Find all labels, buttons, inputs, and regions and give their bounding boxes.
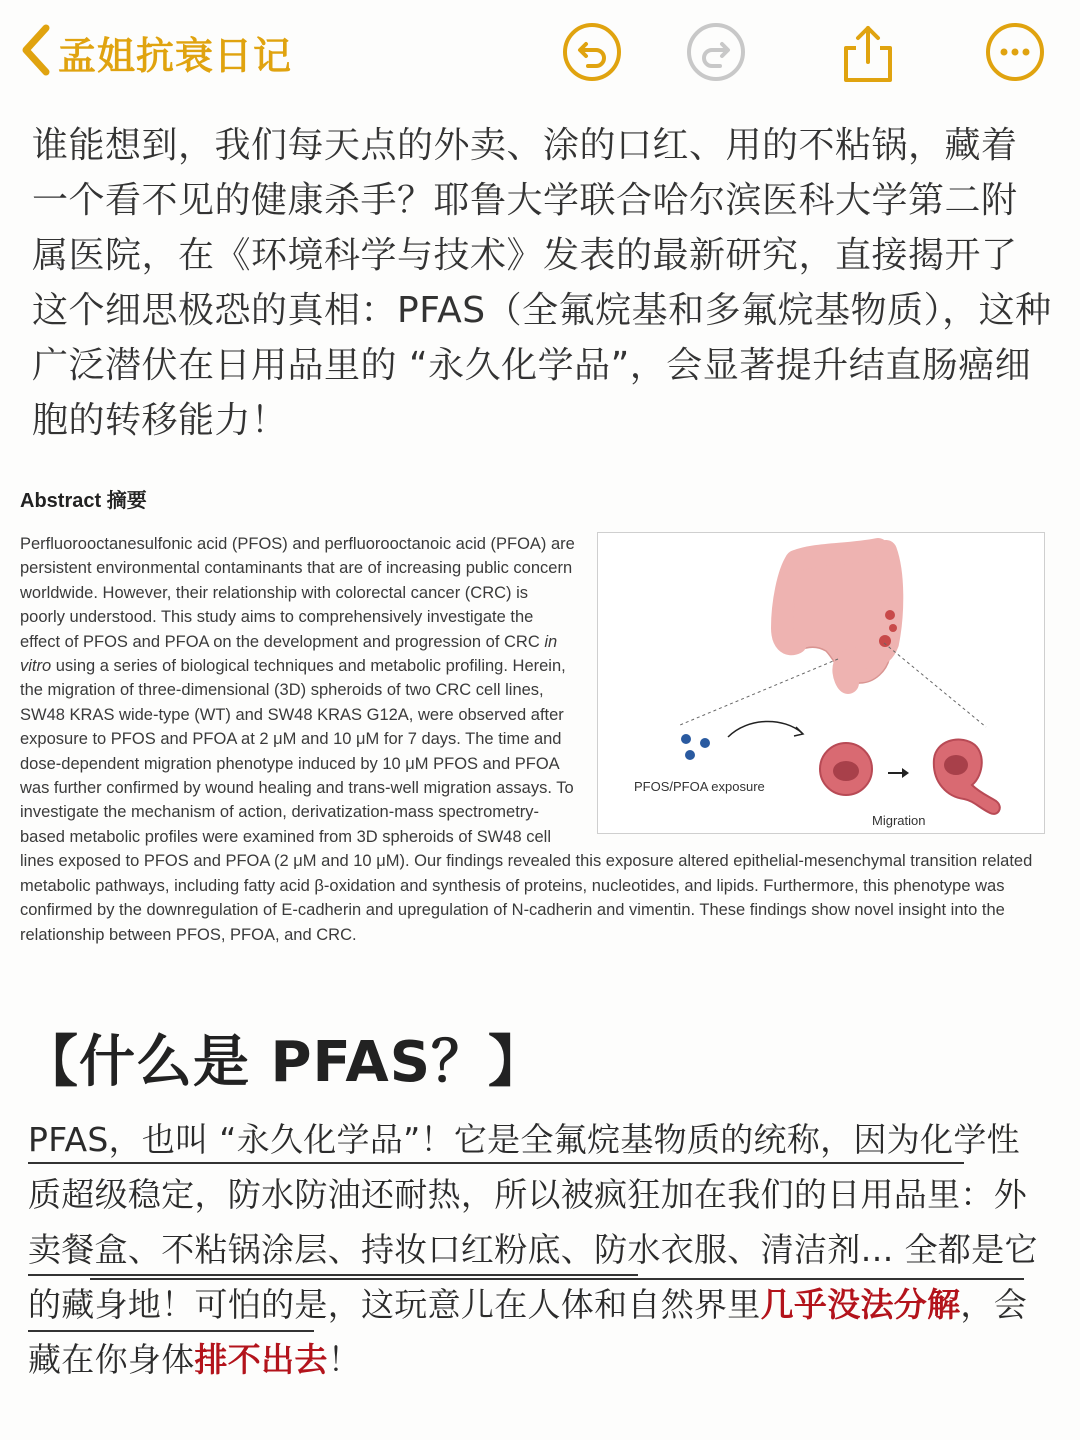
section-body: [28, 1112, 1038, 1387]
top-bar: [0, 0, 1080, 108]
underline-4: [28, 1330, 314, 1332]
undo-button[interactable]: [562, 22, 622, 82]
underline-1: [28, 1162, 964, 1164]
section-text-b: ，会藏在你身体: [28, 1285, 1028, 1379]
colon-illustration: [782, 545, 897, 683]
underline-3: [90, 1278, 1024, 1280]
back-chevron-icon: [18, 22, 52, 82]
intro-text: 谁能想到，我们每天点的外卖、涂的口红、用的不粘锅，藏着一个看不见的健康杀手？耶鲁大学联合哈尔滨医科大学第二附属医院，在《环境科学与技术》发表的最新研究，直接揭开了这个细思极恐的真相：PFAS（全氟烷基和多氟烷基物质），这种广泛潜伏在日用品里的 “永久化学品”，会显著提升结直肠癌细胞的转移能力！: [32, 125, 1052, 441]
intro-paragraph: [32, 118, 1052, 448]
more-icon: [985, 67, 1045, 86]
abstract-part-2: using a series of biological techniques and metabolic profiling. Herein, the migration of three-dimensional (3D) spheroids of two CRC cell lines, SW48 KRAS wide-type (WT) and SW48 KRAS G12A, were observed after exposure to PFOS and PFOA at 2 μM and 10 μM for 7 days. The time and dose-dependent migration phenotype induced by 10 μM PFOS and PFOA was further confirmed by wound healing and trans-well migration assays. To investigate the mechanism of action, derivatization-mass spectrometry-based metabolic profiles were examined from 3D spheroids of SW48 cell lines exposed to PFOS and PFOA (2 μM and 10 μM). Our findings revealed this exposure altered epithelial-mesenchymal transition related metabolic pathways, including fatty acid β-oxidation and synthesis of proteins, nucleotides, and lipids. Furthermore, this phenotype was confirmed by the downregulation of E-cadherin and upregulation of N-cadherin and vimentin. These findings show novel insight into the relationship between PFOS, PFOA, and CRC.: [20, 657, 1033, 944]
underline-2: [28, 1274, 638, 1276]
abstract-heading: Abstract 摘要: [20, 490, 147, 512]
migration-label: Migration: [872, 813, 926, 828]
highlight-decompose: 几乎没法分解: [760, 1285, 961, 1324]
share-button[interactable]: [838, 22, 898, 82]
abstract-italic: in vitro: [20, 632, 558, 676]
section-title: 【什么是 PFAS？】: [22, 1030, 546, 1095]
highlight-excrete: 排不出去: [194, 1340, 328, 1379]
share-icon: [838, 71, 898, 90]
section-text-c: ！: [327, 1340, 362, 1379]
more-button[interactable]: [985, 22, 1045, 82]
abstract-part-1: Perfluorooctanesulfonic acid (PFOS) and perfluorooctanoic acid (PFOA) are persistent environmental contaminants that are of increasing public concern worldwide. However, their relationship with colorectal cancer (CRC) is poorly understood. This study aims to comprehensively investigate the effect of PFOS and PFOA on the development and progression of CRC: [20, 535, 575, 651]
redo-button[interactable]: [686, 22, 746, 82]
page-title: 孟姐抗衰日记: [58, 33, 293, 78]
redo-icon: [686, 67, 746, 86]
abstract-figure: [597, 532, 1045, 834]
section-text-a: PFAS，也叫 “永久化学品”！它是全氟烷基物质的统称，因为化学性质超级稳定，防水防油还耐热，所以被疯狂加在我们的日用品里：外卖餐盒、不粘锅涂层、持妆口红粉底、防水衣服、清洁剂… 全都是它的藏身地！可怕的是，这玩意儿在人体和自然界里: [28, 1120, 1038, 1324]
exposure-label: PFOS/PFOA exposure: [634, 779, 765, 794]
undo-icon: [562, 67, 622, 86]
back-button[interactable]: [18, 22, 292, 82]
